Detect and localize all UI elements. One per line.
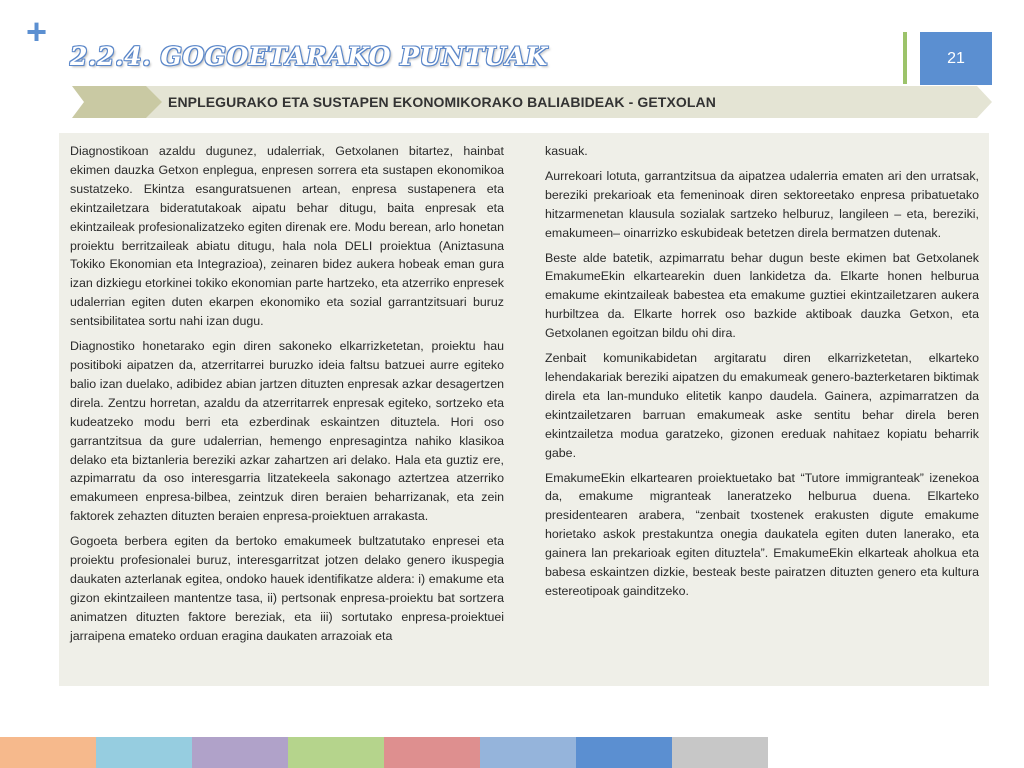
footer-swatch bbox=[96, 737, 192, 768]
paragraph: Gogoeta berbera egiten da bertoko emakumeek bultzatutako enpresei eta proiektu profesionalei buruz, interesgarritzat jotzen delako genero ikuspegia daukaten azterlanak egitea, ondoko hauek identifikatze aldera: i) emakume eta gizon ekintzaileen mantentze tasa, ii) pertsonak enpresa-proiektu bat sortzera animatzen dituzten faktore bereziak, eta iii) sortutako enpresa-proiektuei jarraipena emateko orduan eragina daukaten arrazoiak eta bbox=[70, 534, 504, 643]
section-banner bbox=[72, 86, 992, 118]
footer-swatch bbox=[288, 737, 384, 768]
footer-swatch bbox=[384, 737, 480, 768]
footer-swatch bbox=[576, 737, 672, 768]
page-number: 21 bbox=[947, 49, 965, 67]
paragraph: Zenbait komunikabidetan argitaratu diren elkarrizketetan, elkarteko lehendakariak bereziki aipatzen du emakumeak genero-bazterketaren biktimak direla eta lan-munduko elitetik kanpo daudela. Gainera, azpimarratzen da ekintzailetzaren barruan emakumeak aske sentitu behar direla beren ekintzailetza modua garatzeko, gizonen ereduak nahitaez kopiatu beharrik gabe. bbox=[545, 351, 979, 460]
right-column bbox=[545, 142, 979, 607]
footer-swatch bbox=[672, 737, 768, 768]
paragraph: Aurrekoari lotuta, garrantzitsua da aipatzea udalerria ematen ari den urratsak, bereziki prekarioak eta femeninoak diren sektoreetako enpresa pribatuetako hitzarmenetan klausula sozialak sartzeko helburuz, langileen – eta, bereziki, emakumeen– oinarrizko eskubideak betetzen direla bermatzen dutenak. bbox=[545, 168, 979, 240]
footer-swatch bbox=[192, 737, 288, 768]
paragraph: Beste alde batetik, azpimarratu behar dugun beste ekimen bat Getxolanek EmakumeEkin elkartearekin duen lankidetza da. Elkarte honen helburua emakume ekintzaileak babestea eta emakume guztiei ekintzailetzaren aukera hurbiltzea da. Elkarte horrek oso bazkide aktiboak dauzka Getxon, eta Getxolanen egoitzan bildu ohi dira. bbox=[545, 250, 979, 341]
page-title: 2.2.4. GOGOETARAKO PUNTUAK bbox=[70, 42, 548, 71]
footer-swatch bbox=[0, 737, 96, 768]
content-panel bbox=[59, 133, 989, 686]
banner-title: ENPLEGURAKO ETA SUSTAPEN EKONOMIKORAKO BALIABIDEAK - GETXOLAN bbox=[168, 94, 716, 110]
plus-icon: + bbox=[26, 11, 48, 52]
accent-divider bbox=[903, 32, 907, 84]
paragraph: EmakumeEkin elkartearen proiektuetako bat “Tutore immigranteak” izenekoa da, emakume migranteak laneratzeko helburua duena. Elkarteko presidentearen arabera, “zenbait txostenek erakusten digute emakume horietako askok prestakuntza onegia daukatela egiten duten lanerako, eta gainera lan prekarioak egiten dituztela”. EmakumeEkin elkarteak aholkua eta babesa eskaintzen dizkie, besteak beste pairatzen dituzten genero eta kultura estereotipoak gainditzeko. bbox=[545, 470, 979, 598]
left-column bbox=[70, 142, 504, 652]
footer-color-strip bbox=[0, 737, 768, 768]
paragraph: Diagnostikoan azaldu dugunez, udalerriak, Getxolanen bitartez, hainbat ekimen dauzka Getxon enplegua, enpresen sorrera eta sustapen ekonomikoa sustatzeko. Ekintza esanguratsuenen artean, enpresa sustapenera eta ekintzailetzara bideratutakoak aipatu behar ditugu, baita enpresak eta ekintzaileak profesionalizatzeko egiten direnak ere. Modu berean, arlo honetan proiektu berritzaileak abiatu ditugu, hala nola DELI proiektua (Aniztasuna Tokiko Ekonomian eta Integrazioa), zeinaren bidez aukera hobeak eman gura izan dizkiegu etorkinei tokiko ekonomian parte hartzeko, eta atzerriko enpresek udalerrian egiten duten ekarpen ekonomiko eta sozial garrantzitsuari buruz sentsibilitatea sortu nahi izan dugu. bbox=[70, 144, 504, 329]
footer-swatch bbox=[480, 737, 576, 768]
paragraph: Diagnostiko honetarako egin diren sakoneko elkarrizketetan, proiektu hau positiboki aipatzen da, atzerritarrei buruzko ideia faltsu batzuei aurre egiteko balio izan duelako, adibidez abian jartzen dituzten enpresak azkar desagertzen direla. Zentzu horretan, azaldu da atzerritarrek enpresak egiteko, sortzeko eta kudeatzeko modu berri eta ezberdinak eskaintzen dituztela. Hori oso garrantzitsua da gure udalerrian, hemengo enpresagintza nahiko klasikoa delako eta biztanleria bereziki azkar zahartzen ari delako. Hala eta guztiz ere, azpimarratu da oso interesgarria litzatekeela sakonago aztertzea atzerriko emakumeen enpresa-bilbea, zeintzuk diren beraien beharrizanak, eta zein faktorek zehazten dituzten beraien enpresa-proiektuen arrakasta. bbox=[70, 339, 504, 524]
page-number-badge bbox=[920, 32, 992, 85]
paragraph: kasuak. bbox=[545, 144, 588, 158]
